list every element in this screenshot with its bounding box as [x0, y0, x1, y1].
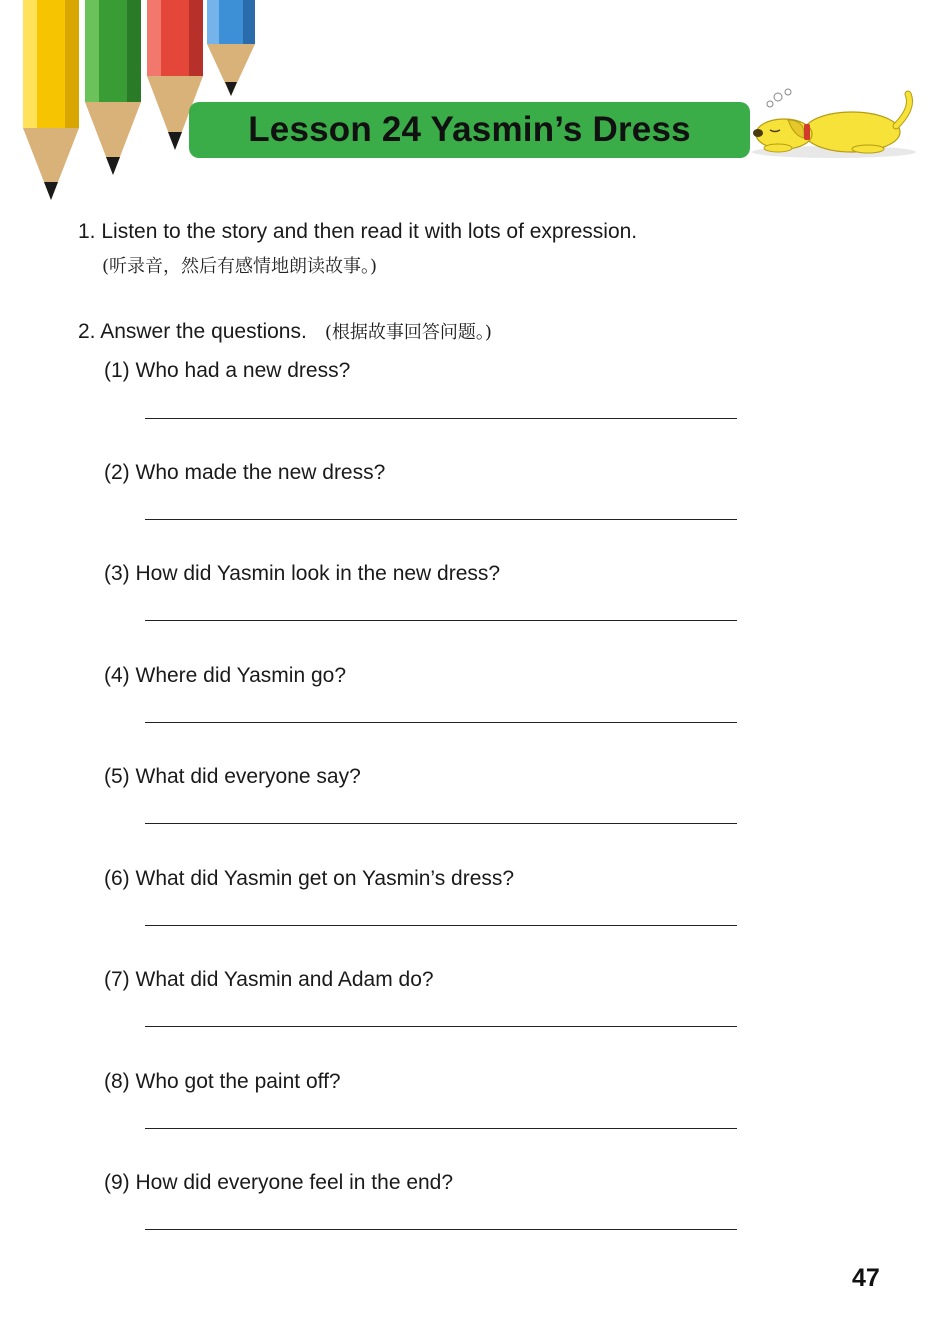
answer-line-6[interactable] — [145, 925, 737, 926]
question-3: (3) How did Yasmin look in the new dress? — [104, 562, 501, 585]
lesson-title-banner — [189, 102, 750, 158]
instruction-2 — [78, 318, 492, 344]
answer-line-5[interactable] — [145, 823, 737, 824]
instruction-1-translation: (听录音，然后有感情地朗读故事。) — [102, 256, 378, 277]
answer-line-3[interactable] — [145, 620, 737, 621]
instruction-1: 1. Listen to the story and then read it with lots of expression. — [78, 220, 638, 243]
green-pencil-icon — [85, 0, 141, 175]
question-8: (8) Who got the paint off? — [104, 1070, 341, 1093]
answer-line-2[interactable] — [145, 519, 737, 520]
sleeping-dog-icon — [748, 86, 920, 168]
question-4: (4) Where did Yasmin go? — [104, 664, 347, 687]
question-1: (1) Who had a new dress? — [104, 359, 351, 382]
page-title: Lesson 24 Yasmin’s Dress — [248, 110, 691, 149]
instruction-2-text: 2. Answer the questions. — [78, 320, 307, 343]
answer-line-8[interactable] — [145, 1128, 737, 1129]
page-number: 47 — [852, 1264, 880, 1292]
question-6: (6) What did Yasmin get on Yasmin’s dress? — [104, 867, 515, 890]
answer-line-4[interactable] — [145, 722, 737, 723]
question-2: (2) Who made the new dress? — [104, 461, 386, 484]
answer-line-7[interactable] — [145, 1026, 737, 1027]
blue-pencil-icon — [207, 0, 255, 96]
instruction-2-translation: (根据故事回答问题。) — [324, 322, 492, 343]
question-5: (5) What did everyone say? — [104, 765, 361, 788]
yellow-pencil-icon — [23, 0, 79, 200]
answer-line-1[interactable] — [145, 418, 737, 419]
answer-line-9[interactable] — [145, 1229, 737, 1230]
question-7: (7) What did Yasmin and Adam do? — [104, 968, 434, 991]
question-9: (9) How did everyone feel in the end? — [104, 1171, 454, 1194]
